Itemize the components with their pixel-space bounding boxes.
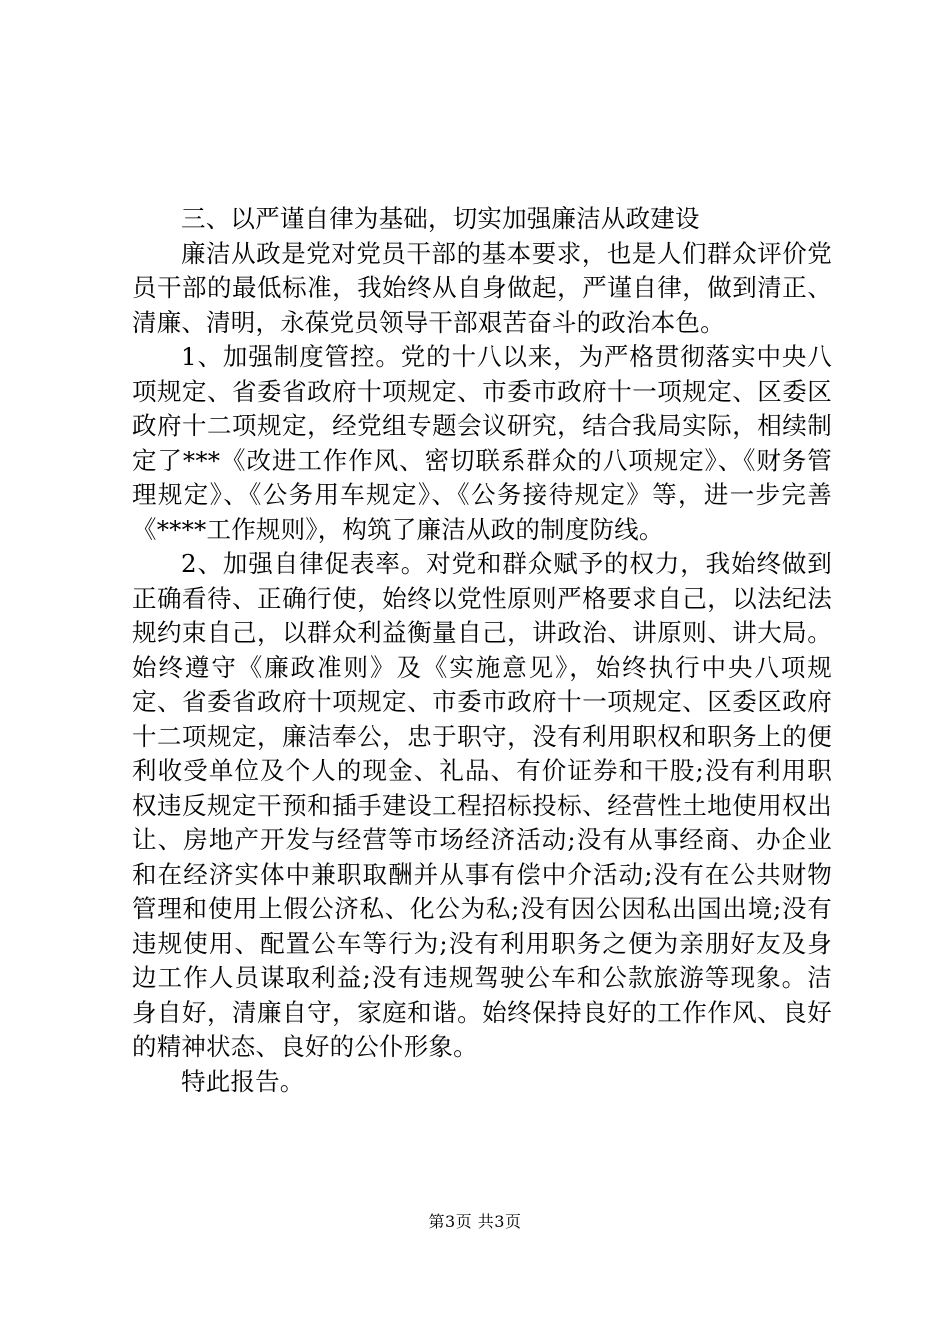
paragraph-intro: 廉洁从政是党对党员干部的基本要求，也是人们群众评价党员干部的最低标准，我始终从自身做起，严谨自律，做到清正、清廉、清明，永葆党员领导干部艰苦奋斗的政治本色。: [132, 238, 832, 337]
section-heading: 三、以严谨自律为基础，切实加强廉洁从政建设: [181, 204, 700, 233]
paragraph-self-discipline: 2、加强自律促表率。对党和群众赋予的权力，我始终做到正确看待、正确行使，始终以党性原则严格要求自己，以法纪法规约束自己，以群众利益衡量自己，讲政治、讲原则、讲大局。始终遵守《廉政准则》及《实施意见》，始终执行中央八项规定、省委省政府十项规定、市委市政府十一项规定、区委区政府十二项规定，廉洁奉公，忠于职守，没有利用职权和职务上的便利收受单位及个人的现金、礼品、有价证券和干股;没有利用职权违反规定干预和插手建设工程招标投标、经营性土地使用权出让、房地产开发与经营等市场经济活动;没有从事经商、办企业和在经济实体中兼职取酬并从事有偿中介活动;没有在公共财物管理和使用上假公济私、化公为私;没有因公因私出国出境;没有违规使用、配置公车等行为;没有利用职务之便为亲朋好友及身边工作人员谋取利益;没有违规驾驶公车和公款旅游等现象。洁身自好，清廉自守，家庭和谐。始终保持良好的工作作风、良好的精神状态、良好的公仆形象。: [132, 549, 832, 1061]
document-body: [132, 202, 832, 1099]
closing-line: 特此报告。: [181, 1066, 305, 1096]
paragraph-system-control: 1、加强制度管控。党的十八以来，为严格贯彻落实中央八项规定、省委省政府十项规定、市委市政府十一项规定、区委区政府十二项规定，经党组专题会议研究，结合我局实际，相续制定了***《改进工作作风、密切联系群众的八项规定》、《财务管理规定》、《公务用车规定》、《公务接待规定》等，进一步完善《****工作规则》，构筑了廉洁从政的制度防线。: [132, 342, 832, 544]
page-number-footer: 第3页 共3页: [428, 1212, 522, 1231]
